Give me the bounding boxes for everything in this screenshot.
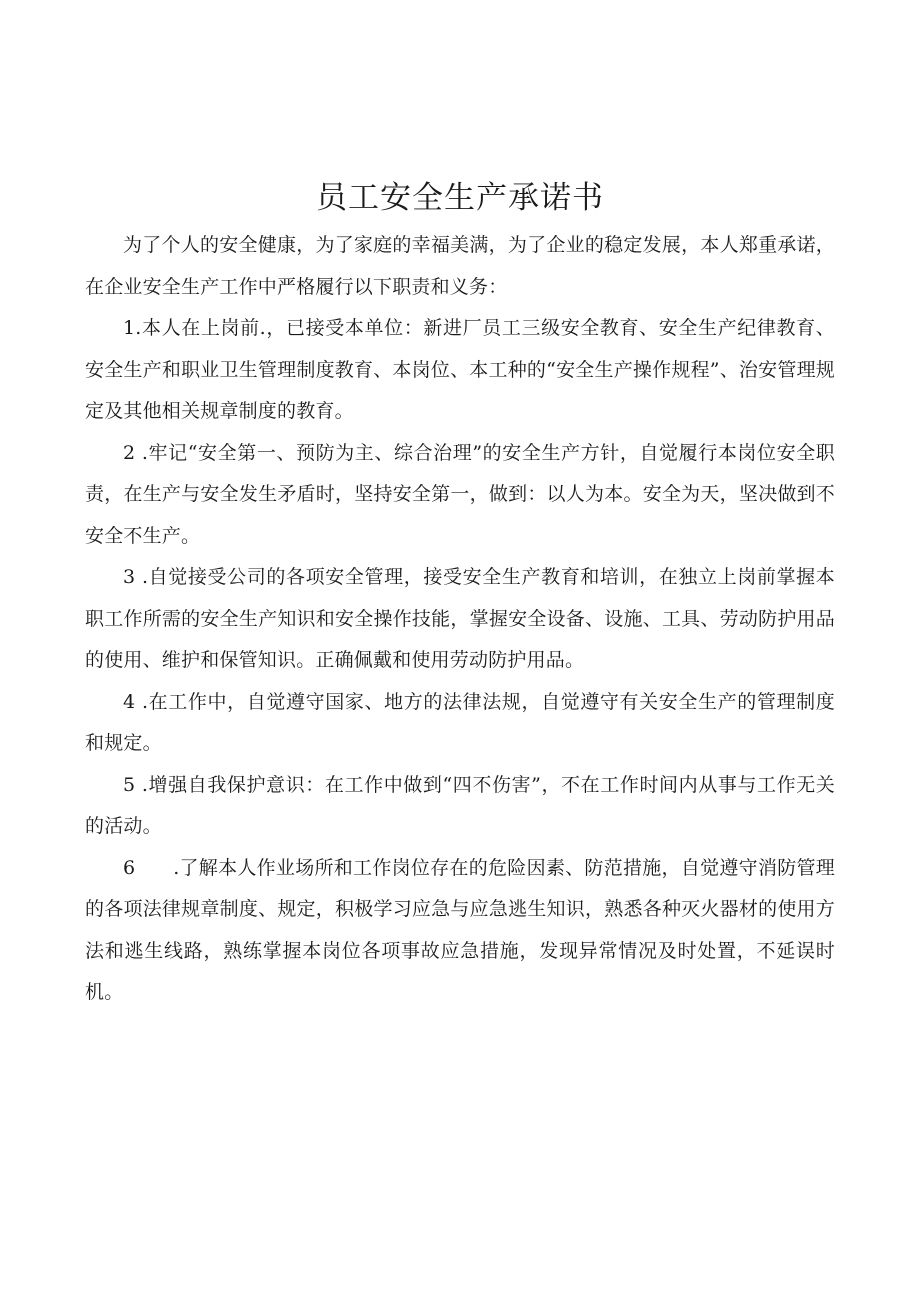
- clause-2-paragraph: 2 .牢记“安全第一、预防为主、综合治理”的安全生产方针，自觉履行本岗位安全职责，在生产与安全发生矛盾时，坚持安全第一，做到：以人为本。安全为天，坚决做到不安全不生产。: [85, 441, 835, 547]
- document-title: 员工安全生产承诺书: [316, 180, 604, 216]
- clause-3-paragraph: 3 .自觉接受公司的各项安全管理，接受安全生产教育和培训，在独立上岗前掌握本职工作所需的安全生产知识和安全操作技能，掌握安全设备、设施、工具、劳动防护用品的使用、维护和保管知识。正确佩戴和使用劳动防护用品。: [85, 566, 835, 671]
- clause-5-paragraph: 5 .增强自我保护意识：在工作中做到“四不伤害”，不在工作时间内从事与工作无关的活动。: [85, 773, 835, 837]
- clause-6-paragraph: 6 .了解本人作业场所和工作岗位存在的危险因素、防范措施，自觉遵守消防管理的各项法律规章制度、规定，积极学习应急与应急逃生知识，熟悉各种灭火器材的使用方法和逃生线路，熟练掌握本岗位各项事故应急措施，发现异常情况及时处置，不延误时机。: [85, 856, 835, 1003]
- intro-paragraph: 为了个人的安全健康，为了家庭的幸福美满，为了企业的稳定发展，本人郑重承诺，在企业安全生产工作中严格履行以下职责和义务：: [85, 234, 835, 298]
- clause-4-paragraph: 4 .在工作中，自觉遵守国家、地方的法律法规，自觉遵守有关安全生产的管理制度和规定。: [85, 690, 835, 754]
- document-body: [85, 225, 835, 1014]
- clause-1-paragraph: 1.本人在上岗前.，已接受本单位：新进厂员工三级安全教育、安全生产纪律教育、安全生产和职业卫生管理制度教育、本岗位、本工种的“安全生产操作规程”、治安管理规定及其他相关规章制度的教育。: [85, 317, 835, 422]
